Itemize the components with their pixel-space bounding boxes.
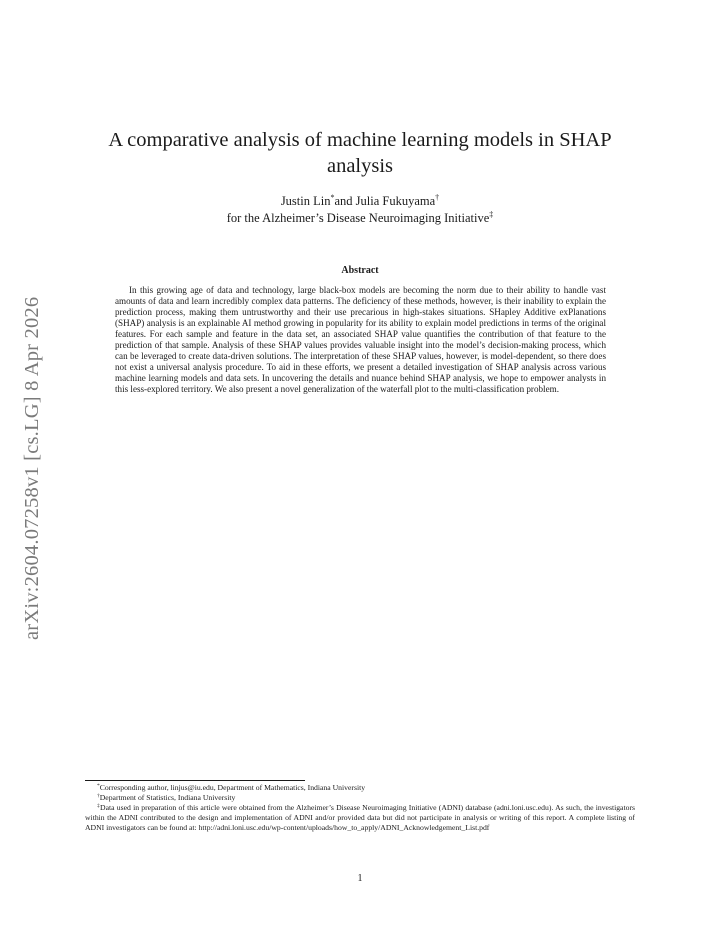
adni-group: for the Alzheimer’s Disease Neuroimaging Initiative (226, 211, 490, 225)
footnote-adni-data (85, 803, 635, 833)
paper-title: A comparative analysis of machine learning models in SHAP analysis (108, 129, 612, 177)
footnote-mark: ‡ (97, 803, 101, 809)
footnote-mark: † (97, 793, 100, 799)
footnote-mark: * (97, 783, 100, 789)
footnote-statistics-dept (85, 793, 635, 803)
footnote-mark-corresponding: * (330, 193, 335, 202)
footnote-text: Department of Statistics, Indiana University (99, 793, 236, 802)
footnote-text: Data used in preparation of this article were obtained from the Alzheimer’s Disease Neuroimaging Initiative (ADNI) database (adni.loni.usc.edu). As such, the investigators within the ADNI contributed to the design and implementation of ADNI and/or provided data but did not participate in analysis or writing of this report. A complete listing of ADNI investigators can be found at: http://adni.loni.usc.edu/wp-content/uploads/how_to_apply/ADNI_Acknowledgement_List.pdf (85, 803, 635, 832)
abstract-heading: Abstract (341, 265, 379, 276)
footnote-mark-adni: ‡ (489, 210, 494, 219)
footnotes (85, 783, 635, 833)
footnote-corresponding-author (85, 783, 635, 793)
page-number: 1 (357, 873, 363, 884)
author-lin: Justin Lin (280, 194, 331, 208)
abstract-body: In this growing age of data and technology, large black-box models are becoming the norm due to their ability to handle vast amounts of data and learn incredibly complex data patterns. The deficiency of these methods, however, is their inability to explain the prediction process, making them untrustworthy and their use precarious in high-stakes situations. SHapley Additive exPlanations (SHAP) analysis is an explainable AI method growing in popularity for its ability to explain model predictions in terms of the original features. For each sample and feature in the data set, an associated SHAP value quantifies the contribution of that feature to the prediction of that sample. Analysis of these SHAP values provides valuable insight into the model’s decision-making process, which can be leveraged to create data-driven solutions. The interpretation of these SHAP values, however, is model-dependent, so there does not exist a universal analysis procedure. To aid in these efforts, we present a detailed investigation of SHAP analysis across various machine learning models and data sets. In uncovering the details and nuance behind SHAP analysis, we hope to empower analysts in this less-explored territory. We also present a novel generalization of the waterfall plot to the multi-classification problem. (115, 285, 606, 394)
author-affiliation-group (100, 210, 620, 227)
author-fukuyama: and Julia Fukuyama (334, 194, 436, 208)
arxiv-identifier-stamp: arXiv:2604.07258v1 [cs.LG] 8 Apr 2026 (21, 296, 43, 640)
footnote-divider (85, 780, 305, 781)
footnote-mark-statistics: † (435, 193, 440, 202)
footnote-text: Corresponding author, linjus@iu.edu, Department of Mathematics, Indiana University (99, 783, 366, 792)
author-names (100, 193, 620, 210)
author-block (100, 193, 620, 227)
